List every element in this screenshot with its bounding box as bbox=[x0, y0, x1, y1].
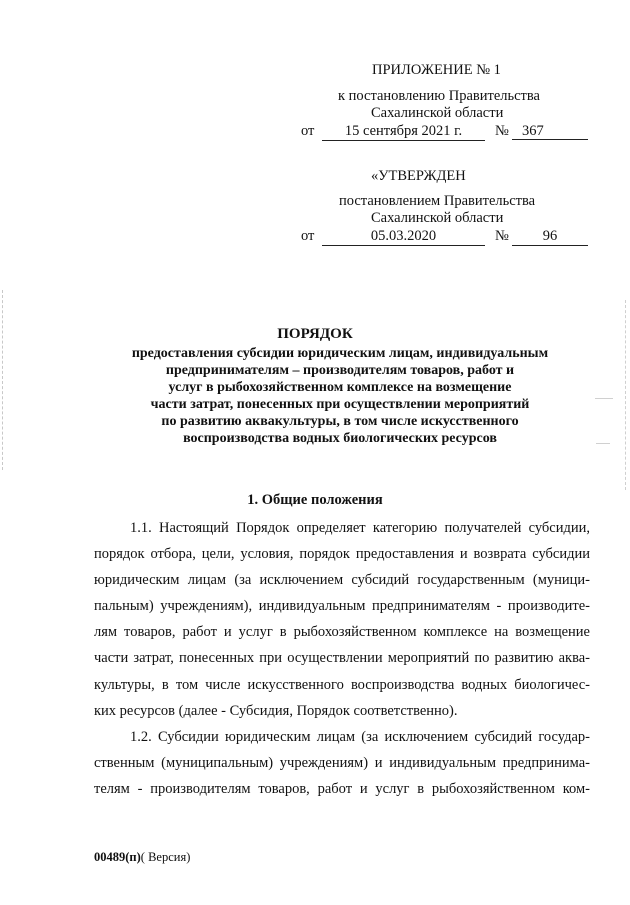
paragraph-line: лям товаров, работ и услуг в рыбохозяйственном комплексе на возмещение bbox=[94, 624, 590, 641]
approved-number: 96 bbox=[512, 228, 588, 246]
appendix-number-label: № bbox=[495, 123, 509, 139]
paragraph-line: части затрат, понесенных при осуществлении мероприятий по развитию аква- bbox=[94, 650, 590, 667]
paragraph-line: юридическим лицам (за исключением субсидий государственным (муници- bbox=[94, 572, 590, 589]
approved-number-label: № bbox=[495, 228, 509, 244]
paragraph-line: 1.2. Субсидии юридическим лицам (за исключением субсидий государ- bbox=[130, 728, 590, 745]
appendix-from-label: от bbox=[301, 123, 315, 139]
appendix-region-line: Сахалинской области bbox=[371, 105, 504, 121]
paragraph-line: телям - производителям товаров, работ и услуг в рыбохозяйственном ком- bbox=[94, 780, 590, 797]
subtitle-line: воспроизводства водных биологических ресурсов bbox=[183, 431, 497, 446]
approved-resolution-line: постановлением Правительства bbox=[339, 193, 536, 209]
paragraph-line: культуры, в том числе искусственного воспроизводства водных биологичес- bbox=[94, 676, 590, 693]
document-subtitle bbox=[100, 345, 580, 447]
document-version: ( Версия) bbox=[140, 850, 191, 864]
paragraph-line: пальным) учреждениям), индивидуальным предпринимателям - производите- bbox=[94, 598, 590, 615]
scan-artifact-mark bbox=[596, 443, 610, 444]
scan-edge-artifact bbox=[2, 290, 3, 470]
subtitle-line: предпринимателям – производителям товаров, работ и bbox=[165, 363, 515, 378]
appendix-number: 367 bbox=[512, 123, 588, 140]
subtitle-line: по развитию аквакультуры, в том числе искусственного bbox=[161, 414, 519, 429]
section-heading: 1. Общие положения bbox=[247, 492, 383, 508]
approved-region-line: Сахалинской области bbox=[371, 210, 504, 226]
subtitle-line: услуг в рыбохозяйственном комплексе на возмещение bbox=[168, 380, 512, 395]
appendix-title: ПРИЛОЖЕНИЕ № 1 bbox=[372, 62, 501, 78]
appendix-date: 15 сентября 2021 г. bbox=[322, 123, 485, 141]
section-body bbox=[94, 515, 590, 802]
document-footer bbox=[94, 850, 190, 865]
subtitle-line: части затрат, понесенных при осуществлении мероприятий bbox=[150, 397, 530, 412]
document-code: 00489(п) bbox=[94, 850, 141, 864]
document-title: ПОРЯДОК bbox=[277, 326, 353, 342]
appendix-resolution-line: к постановлению Правительства bbox=[338, 88, 540, 104]
approved-date: 05.03.2020 bbox=[322, 228, 485, 246]
approved-date-row bbox=[0, 228, 630, 248]
appendix-date-row bbox=[0, 123, 630, 143]
approved-title: «УТВЕРЖДЕН bbox=[371, 168, 466, 184]
subtitle-line: предоставления субсидии юридическим лицам, индивидуальным bbox=[131, 346, 549, 361]
paragraph-line: ственным (муниципальным) учреждениям) и индивидуальным предпринима- bbox=[94, 754, 590, 771]
approved-from-label: от bbox=[301, 228, 315, 244]
scan-artifact-mark bbox=[595, 398, 613, 399]
paragraph-line: ких ресурсов (далее - Субсидия, Порядок соответственно). bbox=[94, 702, 458, 719]
paragraph-line: порядок отбора, цели, условия, порядок предоставления и возврата субсидии bbox=[94, 546, 590, 563]
paragraph-line: 1.1. Настоящий Порядок определяет категорию получателей субсидии, bbox=[130, 520, 590, 536]
